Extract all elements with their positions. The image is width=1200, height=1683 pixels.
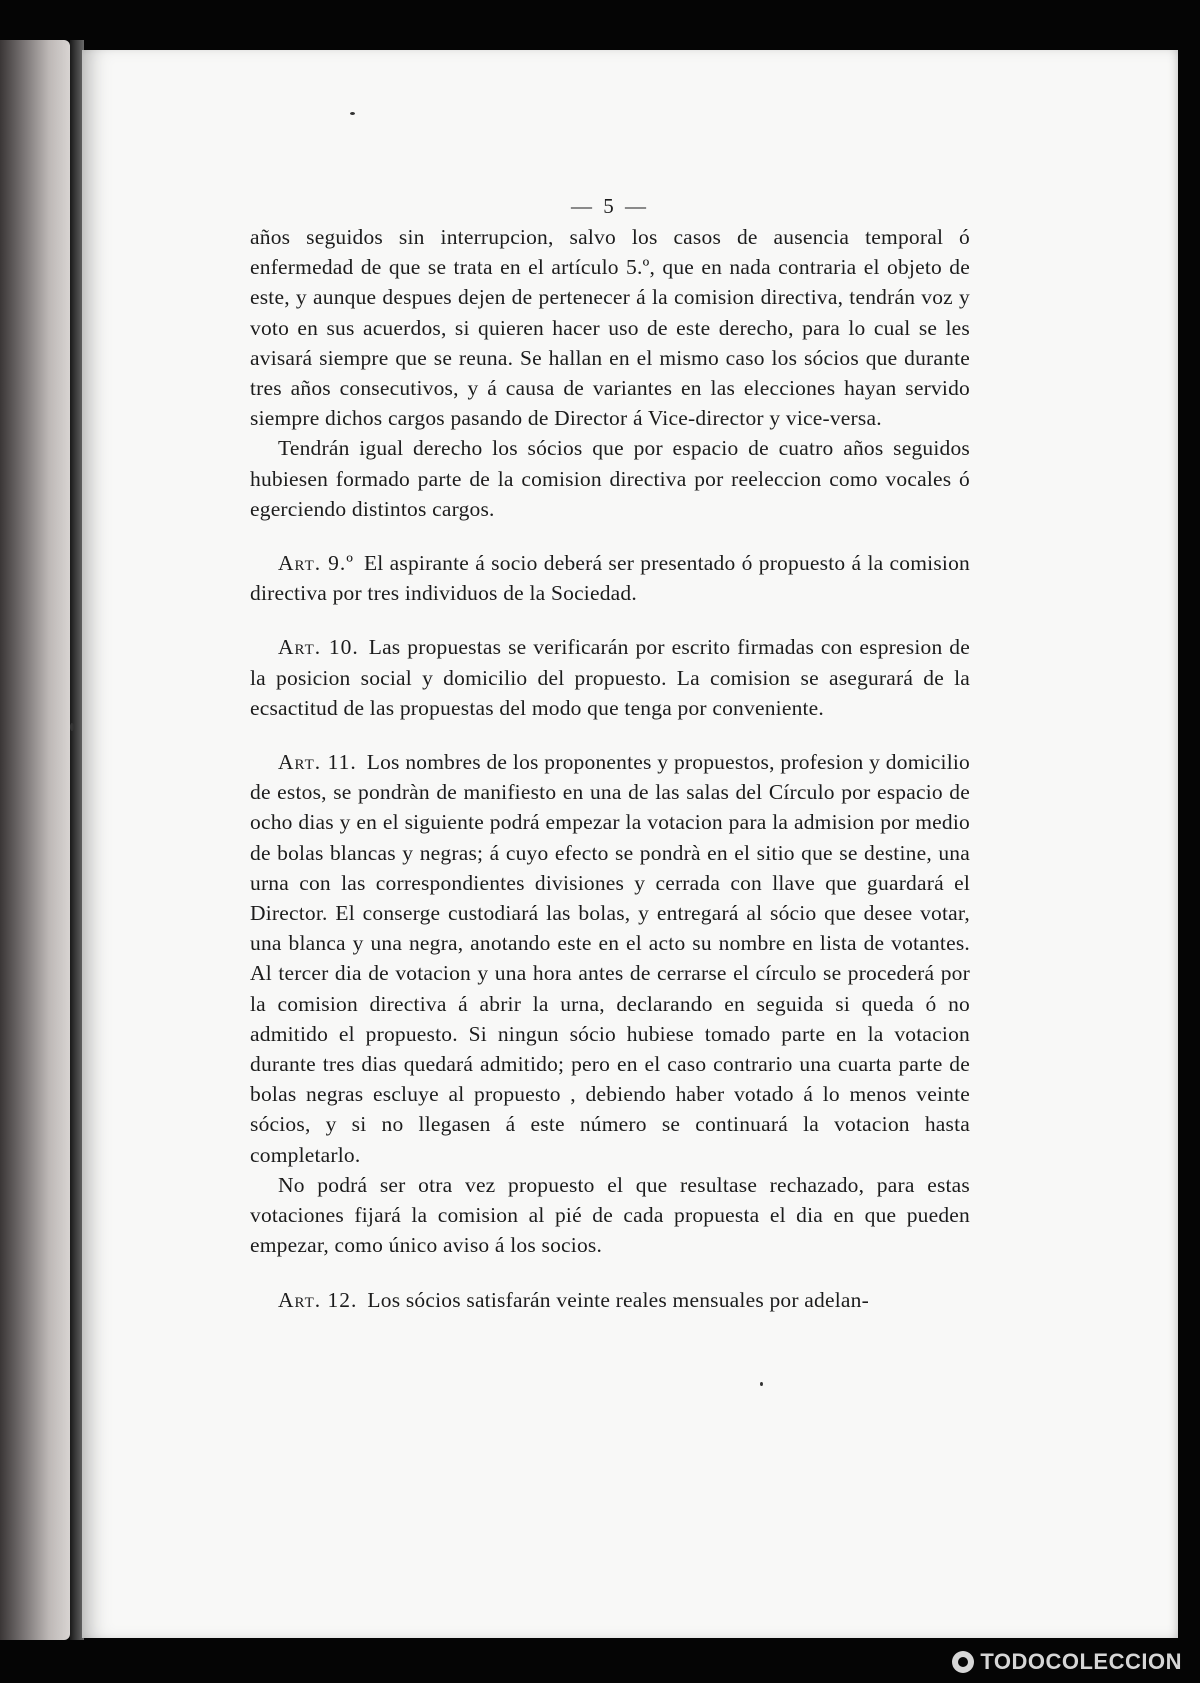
article-10 bbox=[250, 632, 970, 723]
ink-speck bbox=[70, 723, 74, 731]
page-number: — 5 — bbox=[571, 194, 649, 218]
article-label: Art. 12. bbox=[278, 1287, 358, 1312]
article-12 bbox=[250, 1285, 970, 1315]
watermark-text: TODOCOLECCION bbox=[980, 1649, 1182, 1674]
ink-speck bbox=[760, 1382, 763, 1386]
paragraph-text: Tendrán igual derecho los sócios que por espacio de cuatro años seguidos hubiesen formado parte de la comision directiva por reeleccion como vocales ó egerciendo distintos cargos. bbox=[250, 436, 970, 521]
article-text: Los nombres de los proponentes y propuestos, profesion y domicilio de estos, se pondràn de manifiesto en una de las salas del Círculo por espacio de ocho dias y en el siguiente podrá empezar la votacion para la admision por medio de bolas blancas y negras; á cuyo efecto se pondrà en el sitio que se destine, una urna con las correspondientes divisiones y cerrada con llave que guardará el Director. El conserge custodiará las bolas, y entregará al sócio que desee votar, una blanca y una negra, anotando este en el acto su nombre en lista de votantes. Al tercer dia de votacion y una hora antes de cerrarse el círculo se procederá por la comision directiva á abrir la urna, declarando en seguida si queda ó no admitido el propuesto. Si ningun sócio hubiese tomado parte en la votacion durante tres dias quedará admitido; pero en el caso contrario una cuarta parte de bolas negras escluye al propuesto , debiendo haber votado á lo menos veinte sócios, y si no llegasen á este número se continuará la votacion hasta completarlo. bbox=[250, 750, 970, 1167]
article-text: Las propuestas se verificarán por escrito firmadas con espresion de la posicion social y domicilio del propuesto. La comision se asegurará de la ecsactitud de las propuestas del modo que tenga por conveniente. bbox=[250, 635, 970, 720]
paragraph bbox=[250, 433, 970, 524]
watermark bbox=[952, 1649, 1182, 1675]
article-label: Art. 10. bbox=[278, 635, 359, 660]
article-9 bbox=[250, 548, 970, 608]
ink-speck bbox=[350, 112, 355, 115]
article-label: Art. 11. bbox=[278, 750, 357, 775]
article-11 bbox=[250, 747, 970, 1170]
page-text bbox=[250, 196, 970, 1315]
article-text: Los sócios satisfarán veinte reales mensuales por adelan- bbox=[367, 1287, 869, 1312]
paragraph-continuation bbox=[250, 222, 970, 433]
adjacent-page-edge bbox=[0, 40, 70, 1640]
watermark-logo-icon bbox=[952, 1651, 974, 1673]
article-11-continued bbox=[250, 1170, 970, 1261]
paragraph-text: No podrá ser otra vez propuesto el que resultase rechazado, para estas votaciones fijará la comision al pié de cada propuesta el dia en que pueden empezar, como único aviso á los socios. bbox=[250, 1172, 970, 1258]
article-text: El aspirante á socio deberá ser presentado ó propuesto á la comision directiva por tres individuos de la Sociedad. bbox=[250, 551, 970, 606]
article-label: Art. 9.º bbox=[278, 551, 354, 576]
paragraph-text: años seguidos sin interrupcion, salvo los casos de ausencia temporal ó enfermedad de que se trata en el artículo 5.º, que en nada contraria el objeto de este, y aunque despues dejen de pertenecer á la comision directiva, tendrán voz y voto en sus acuerdos, si quieren hacer uso de este derecho, para lo cual se les avisará siempre que se reuna. Se hallan en el mismo caso los sócios que durante tres años consecutivos, y á causa de variantes en las elecciones hayan servido siempre dichos cargos pasando de Director á Vice-director y vice-versa. bbox=[250, 225, 970, 431]
